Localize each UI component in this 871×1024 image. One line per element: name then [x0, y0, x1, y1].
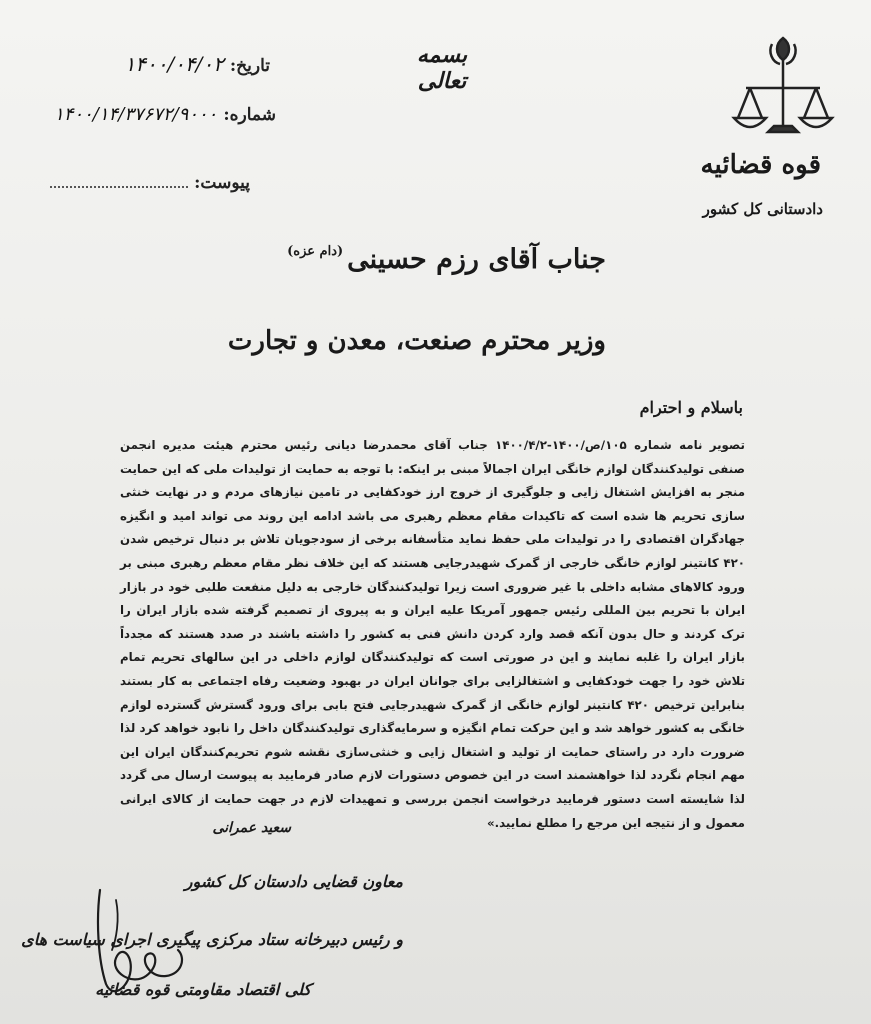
greeting: باسلام و احترام: [639, 398, 743, 417]
attachment-row: [50, 168, 250, 193]
date-label: تاریخ:: [229, 56, 270, 76]
attachment-blank: [50, 168, 188, 188]
signer-title-line-1: معاون قضایی دادستان کل کشور: [184, 872, 403, 891]
handwritten-signature: [86, 880, 196, 1000]
date-value: ۱۴۰۰/۰۴/۰۲: [124, 52, 224, 76]
org-name: قوه قضائیه: [700, 150, 821, 180]
recipient-suffix: (دام عزه): [287, 244, 344, 259]
recipient-name: جناب آقای رزم حسینی: [347, 244, 606, 275]
attachment-label: پیوست:: [194, 173, 250, 193]
number-label: شماره:: [223, 105, 276, 125]
recipient-salutation: [287, 244, 606, 275]
recipient-position: وزیر محترم صنعت، معدن و تجارت: [227, 326, 606, 356]
number-value: ۱۴۰۰/۱۴/۳۷۶۷۲/۹۰۰۰: [54, 104, 218, 125]
org-department: دادستانی کل کشور: [702, 200, 823, 218]
signer-title-line-3: کلی اقتصاد مقاومتی قوه قضائیه: [95, 980, 311, 999]
number-row: [6, 104, 276, 125]
basmala: بسمه تعالی: [416, 42, 468, 94]
signer-name: سعید عمرانی: [212, 820, 291, 836]
judiciary-scales-emblem: [728, 30, 838, 145]
signer-title-line-2: و رئیس دبیرخانه ستاد مرکزی پیگیری اجرای سیاست های: [21, 930, 403, 949]
date-row: [40, 52, 270, 76]
letter-body: تصویر نامه شماره ۱۰۵/ص/۱۴۰۰-۱۴۰۰/۴/۲ جناب آقای محمدرضا دیانی رئیس محترم هیئت مدیره انجمن صنفی تولیدکنندگان لوازم خانگی ایران اجمالاً مبنی بر اینکه: با توجه به حمایت از تولیدات ملی که این حمایت منجر به افزایش اشتغال زایی و جلوگیری از خروج ارز خودکفایی در تامین نیازهای مردم و در نهایت خنثی سازی تحریم ها شده است که تاکیدات مقام معظم رهبری می باشد ادامه این روند می تواند امید و انگیزه جهادگران اقتصادی را در تولیدات ملی حفظ نماید متأسفانه برخی از سودجویان تلاش بر دنبال ترخیص شدن ۴۲۰ کانتینر لوازم خانگی خارجی از گمرک شهیدرجایی هستند که این خلاف نظر مقام معظم رهبری مبنی بر ورود کالاهای مشابه داخلی با غیر ضروری است زیرا تولیدکنندگان خارجی به دلیل منفعت طلبی خود در بازار ایران با تحریم بین المللی رئیس جمهور آمریکا علیه ایران و به پیروی از تصمیم گرفته شده بازار ایران را ترک کردند و حال بدون آنکه قصد وارد کردن دانش فنی به کشور را داشته باشند در صدد هستند که مجدداً بازار ایران را غلبه نمایند و این در صورتی است که تولیدکنندگان لوازم داخلی در این سالهای تحریم تمام تلاش خود را جهت خودکفایی و اشتغالزایی برای جوانان ایران در بهبود وضعیت رفاه اجتماعی به کار بستند بنابراین ترخیص ۴۲۰ کانتینر لوازم خانگی از گمرک شهیدرجایی فتح بابی برای ورود گسترش گسترده لوازم خانگی به کشور خواهد شد و این حرکت تمام انگیزه و سرمایه‌گذاری تولیدکنندگان داخل را نابود خواهد کرد لذا ضرورت دارد در راستای حمایت از تولید و اشتغال زایی و خنثی‌سازی نقشه شوم تحریم‌کنندگان ایران این مهم انجام نگردد لذا خواهشمند است در این خصوص دستورات لازم صادر فرمایید به پیوست ارسال می گردد لذا شایسته است دستور فرمایید درخواست انجمن بررسی و تمهیدات لازم در جهت حمایت از کالای ایرانی معمول و از نتیجه این مرجع را مطلع نمایید.»: [120, 438, 745, 830]
